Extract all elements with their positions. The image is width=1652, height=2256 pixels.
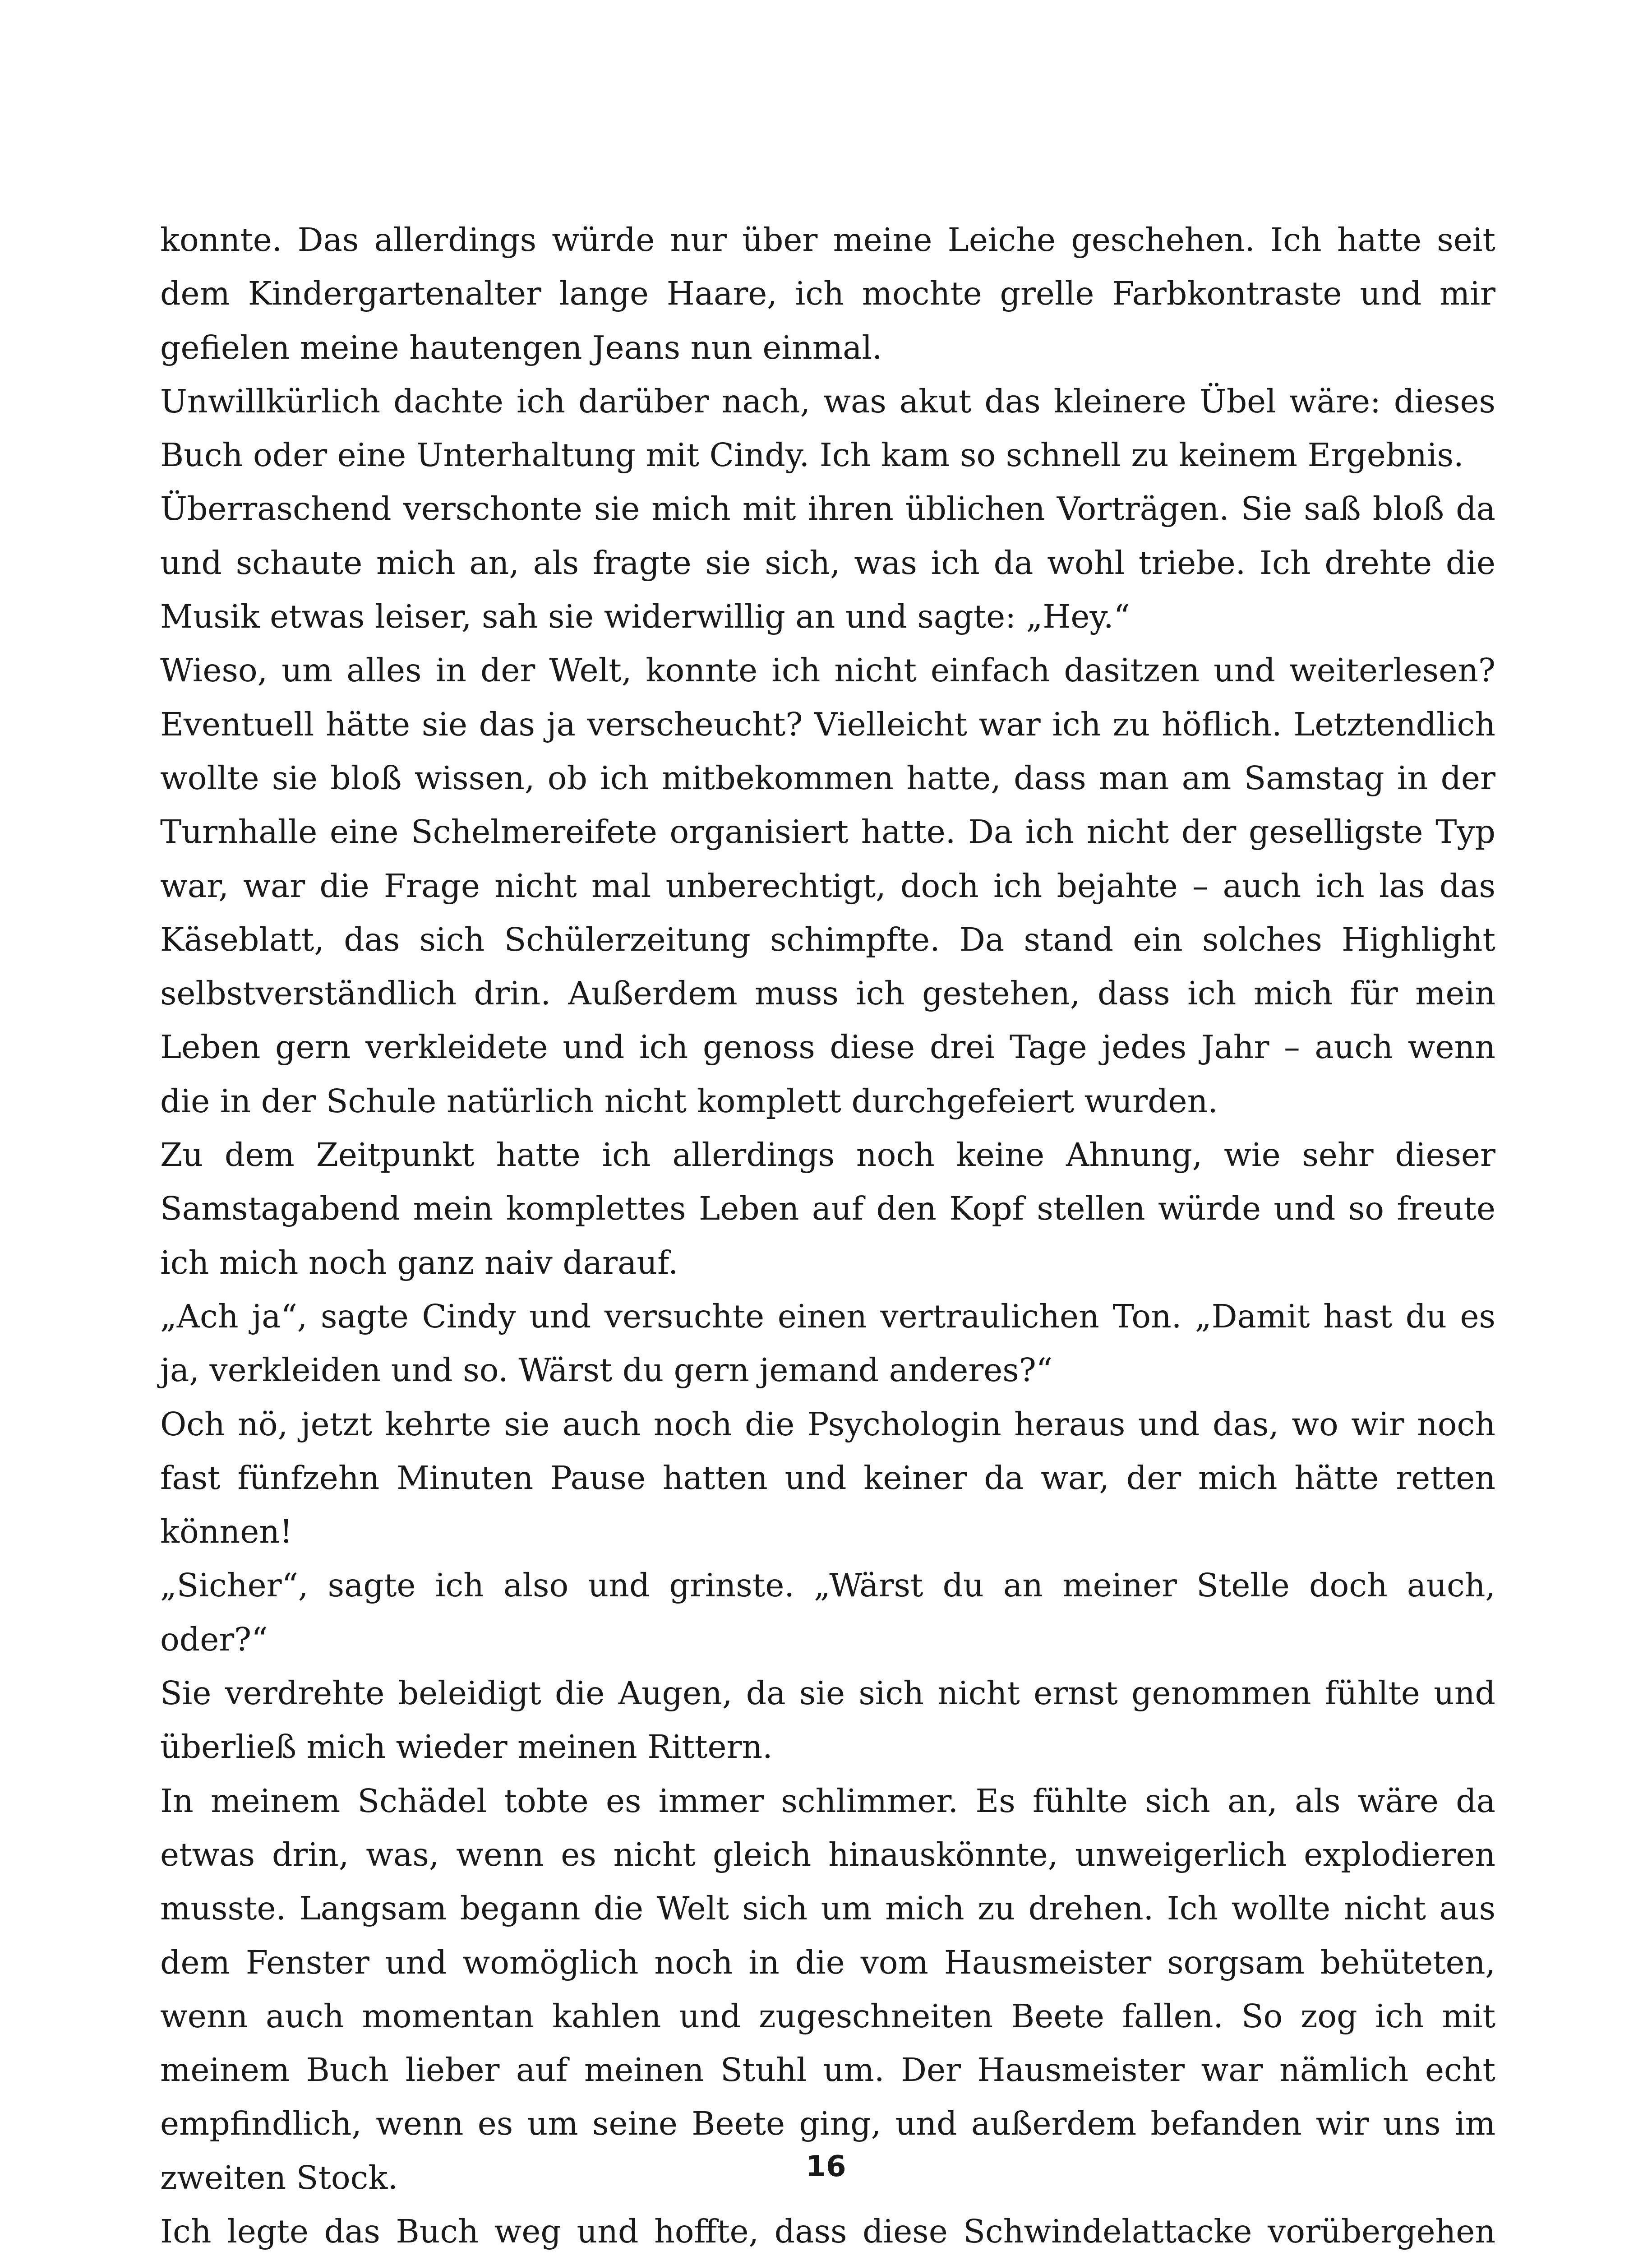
- paragraph: Ich legte das Buch weg und hoffte, dass diese Schwindelattacke vorübergehen: [160, 2212, 1495, 2250]
- paragraph: Überraschend verschonte sie mich mit ihren üblichen Vorträgen. Sie saß bloß da und schaute mich an, als fragte sie sich, was ich da wohl triebe. Ich drehte die Musik etwas leiser, sah sie widerwillig an und sagte: „Hey.“: [160, 490, 1495, 636]
- paragraph: Och nö, jetzt kehrte sie auch noch die Psychologin heraus und das, wo wir noch fast fünfzehn Minuten Pause hatten und keiner da war, der mich hätte retten können!: [160, 1405, 1495, 1551]
- paragraph: In meinem Schädel tobte es immer schlimmer. Es fühlte sich an, als wäre da etwas drin, was, wenn es nicht gleich hinauskönnte, unweigerlich explodieren musste. Langsam begann die Welt sich um mich zu drehen. Ich wollte nicht aus dem Fenster und womöglich noch in die vom Hausmeister sorgsam behüteten, wenn auch momentan kahlen und zugeschneiten Beete fallen. So zog ich mit meinem Buch lieber auf meinen Stuhl um. Der Hausmeister war nämlich echt empfindlich, wenn es um seine Beete ging, und außerdem befanden wir uns im zweiten Stock.: [160, 1782, 1495, 2196]
- paragraph: Zu dem Zeitpunkt hatte ich allerdings noch keine Ahnung, wie sehr dieser Samstagabend mein komplettes Leben auf den Kopf stellen würde und so freute ich mich noch ganz naiv darauf.: [160, 1136, 1495, 1281]
- paragraph: Wieso, um alles in der Welt, konnte ich nicht einfach dasitzen und weiterlesen? Eventuell hätte sie das ja verscheucht? Vielleicht war ich zu höflich. Letztendlich wollte sie bloß wissen, ob ich mitbekommen hatte, dass man am Samstag in der Turnhalle eine Schelmereifete organisiert hatte. Da ich nicht der geselligste Typ war, war die Frage nicht mal unberechtigt, doch ich bejahte – auch ich las das Käseblatt, das sich Schülerzeitung schimpfte. Da stand ein solches Highlight selbstverständlich drin. Außerdem muss ich gestehen, dass ich mich für mein Leben gern verkleidete und ich genoss diese drei Tage jedes Jahr – auch wenn die in der Schule natürlich nicht komplett durchgefeiert wurden.: [160, 652, 1495, 1120]
- paragraph: „Ach ja“, sagte Cindy und versuchte einen vertraulichen Ton. „Damit hast du es ja, verkleiden und so. Wärst du gern jemand anderes?“: [160, 1297, 1495, 1389]
- page-number: 16: [806, 2150, 846, 2183]
- body-text: [160, 213, 1495, 2256]
- paragraph: Sie verdrehte beleidigt die Augen, da sie sich nicht ernst genommen fühlte und überließ mich wieder meinen Rittern.: [160, 1674, 1495, 1766]
- paragraph: Unwillkürlich dachte ich darüber nach, was akut das kleinere Übel wäre: dieses Buch oder eine Unterhaltung mit Cindy. Ich kam so schnell zu keinem Ergebnis.: [160, 382, 1495, 474]
- paragraph: konnte. Das allerdings würde nur über meine Leiche geschehen. Ich hatte seit dem Kindergartenalter lange Haare, ich mochte grelle Farbkontraste und mir gefielen meine hautengen Jeans nun einmal.: [160, 221, 1495, 366]
- paragraph: „Sicher“, sagte ich also und grinste. „Wärst du an meiner Stelle doch auch, oder?“: [160, 1567, 1495, 1658]
